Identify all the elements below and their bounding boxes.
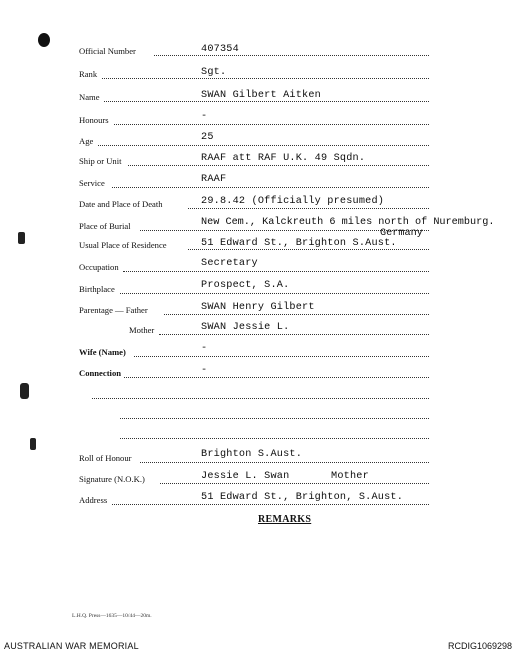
dotted-line	[102, 78, 429, 79]
dotted-line	[159, 334, 429, 335]
value-ship-or-unit: RAAF att RAF U.K. 49 Sqdn.	[201, 153, 366, 164]
footer-institution: AUSTRALIAN WAR MEMORIAL	[4, 641, 139, 651]
dotted-line	[98, 145, 429, 146]
label-place-of-burial: Place of Burial	[79, 221, 131, 231]
label-birthplace: Birthplace	[79, 284, 115, 294]
value-roll-of-honour: Brighton S.Aust.	[201, 449, 303, 460]
connection-blank-line-2	[120, 418, 429, 419]
value-usual-residence: 51 Edward St., Brighton S.Aust.	[201, 238, 397, 249]
punch-mark-middle	[20, 383, 29, 399]
dotted-line	[104, 101, 429, 102]
connection-blank-line-3	[120, 438, 429, 439]
label-date-place-death: Date and Place of Death	[79, 199, 163, 209]
printer-imprint: L.H.Q. Press—1635—10/44—20m.	[72, 613, 152, 619]
label-name: Name	[79, 92, 100, 102]
label-wife: Wife (Name)	[79, 347, 126, 357]
field-signature	[0, 470, 518, 490]
dotted-line	[140, 462, 429, 463]
dotted-line	[154, 55, 429, 56]
field-service	[0, 174, 518, 194]
dotted-line	[124, 377, 429, 378]
field-usual-residence	[0, 236, 518, 256]
value-signature-relation: Mother	[331, 471, 369, 482]
label-roll-of-honour: Roll of Honour	[79, 453, 132, 463]
field-occupation	[0, 258, 518, 278]
label-ship-or-unit: Ship or Unit	[79, 156, 122, 166]
value-mother: SWAN Jessie L.	[201, 322, 290, 333]
field-ship-or-unit	[0, 152, 518, 172]
remarks-heading: REMARKS	[258, 514, 312, 525]
field-connection	[0, 364, 518, 384]
field-father	[0, 301, 518, 321]
value-occupation: Secretary	[201, 258, 258, 269]
footer-record-id: RCDIG1069298	[447, 641, 512, 651]
dotted-line	[123, 271, 429, 272]
dotted-line	[114, 124, 429, 125]
value-honours: -	[201, 111, 208, 122]
field-date-place-death	[0, 195, 518, 215]
value-wife: -	[201, 343, 208, 354]
value-rank: Sgt.	[201, 67, 227, 78]
label-age: Age	[79, 136, 94, 146]
label-rank: Rank	[79, 69, 98, 79]
label-official-number: Official Number	[79, 46, 136, 56]
label-honours: Honours	[79, 115, 109, 125]
dotted-line	[112, 504, 429, 505]
field-mother	[0, 321, 518, 341]
value-place-of-burial: New Cem., Kalckreuth 6 miles north of Nuremburg.	[201, 217, 495, 228]
value-connection: -	[201, 365, 208, 376]
field-address	[0, 491, 518, 511]
dotted-line	[128, 165, 429, 166]
value-age: 25	[201, 132, 214, 143]
field-birthplace	[0, 280, 518, 300]
field-official-number	[0, 44, 518, 64]
label-signature: Signature (N.O.K.)	[79, 474, 145, 484]
field-age	[0, 132, 518, 152]
field-rank	[0, 67, 518, 87]
value-birthplace: Prospect, S.A.	[201, 280, 290, 291]
dotted-line	[164, 314, 429, 315]
dotted-line	[188, 249, 429, 250]
field-wife	[0, 343, 518, 363]
dotted-line	[134, 356, 429, 357]
value-address: 51 Edward St., Brighton, S.Aust.	[201, 492, 404, 503]
connection-blank-line-1	[92, 398, 429, 399]
dotted-line	[160, 483, 429, 484]
label-service: Service	[79, 178, 105, 188]
label-address: Address	[79, 495, 108, 505]
label-usual-residence: Usual Place of Residence	[79, 240, 167, 250]
dotted-line	[188, 208, 429, 209]
label-connection: Connection	[79, 368, 122, 378]
value-name: SWAN Gilbert Aitken	[201, 90, 321, 101]
field-name	[0, 90, 518, 110]
field-honours	[0, 111, 518, 131]
value-father: SWAN Henry Gilbert	[201, 302, 315, 313]
value-date-place-death: 29.8.42 (Officially presumed)	[201, 196, 385, 207]
value-service: RAAF	[201, 174, 227, 185]
dotted-line	[112, 187, 429, 188]
value-official-number: 407354	[201, 44, 239, 55]
field-roll-of-honour	[0, 449, 518, 469]
label-occupation: Occupation	[79, 262, 119, 272]
dotted-line	[120, 293, 429, 294]
label-father: Parentage — Father	[79, 305, 148, 315]
label-mother: Mother	[129, 325, 155, 335]
value-signature: Jessie L. Swan	[201, 471, 290, 482]
value-place-of-burial-country: Germany	[380, 228, 423, 239]
